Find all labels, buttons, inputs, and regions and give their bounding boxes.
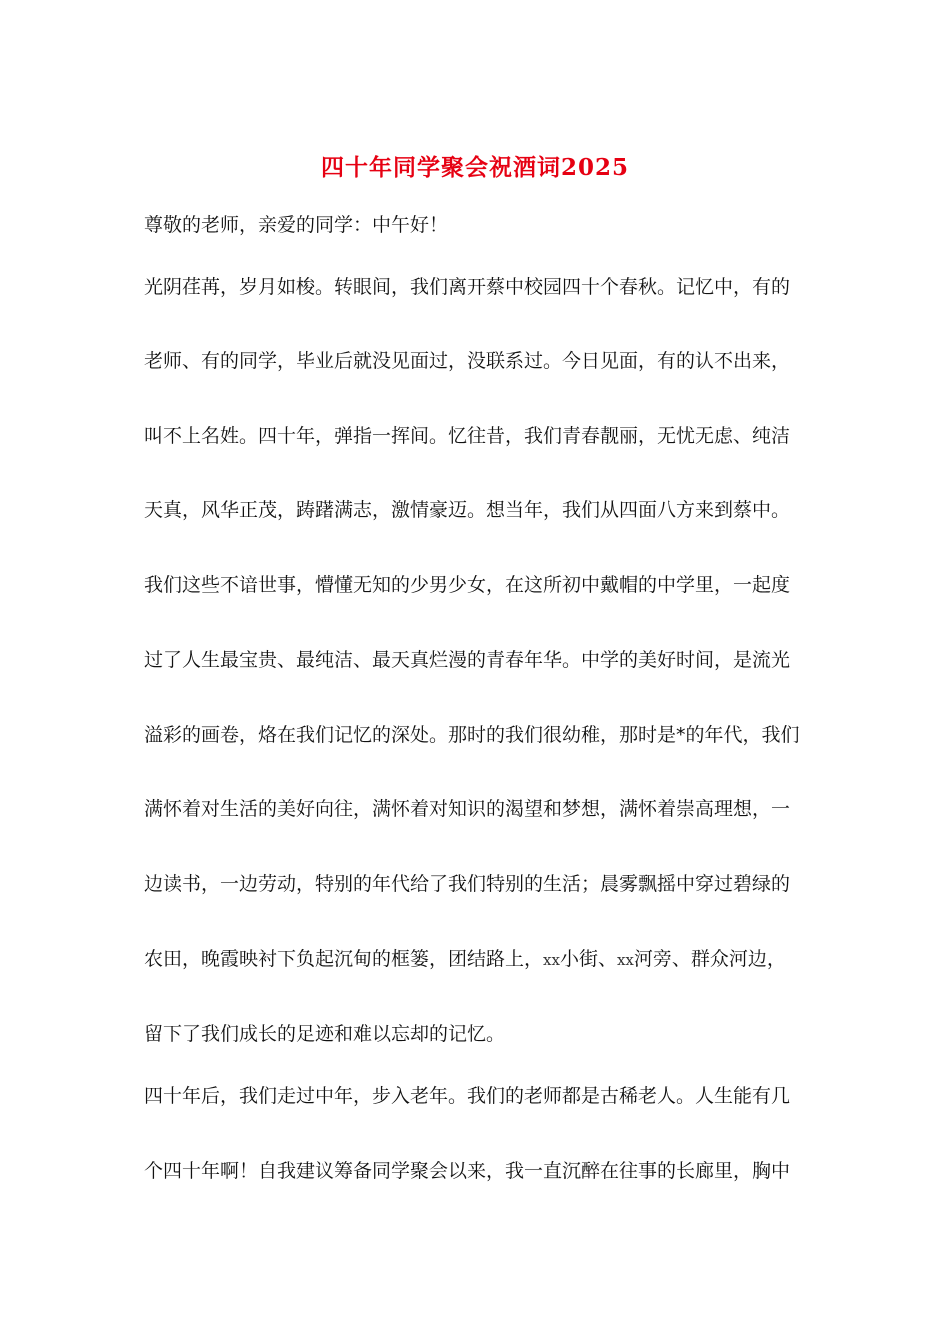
body-line-3: 叫不上名姓。四十年，弹指一挥间。忆往昔，我们青春靓丽，无忧无虑、纯洁 <box>144 425 791 447</box>
document-title: 四十年同学聚会祝酒词2025 <box>320 154 629 181</box>
placeholder-xx-1: xx <box>543 951 560 969</box>
body-line-13: 个四十年啊！自我建议筹备同学聚会以来，我一直沉醉在往事的长廊里，胸中 <box>144 1160 791 1182</box>
body-line-8: 满怀着对生活的美好向往，满怀着对知识的渴望和梦想，满怀着崇高理想，一 <box>144 798 791 820</box>
body-line-10 <box>144 946 786 973</box>
body-line-7: 溢彩的画卷，烙在我们记忆的深处。那时的我们很幼稚，那时是*的年代，我们 <box>144 724 800 746</box>
body-line-12: 四十年后，我们走过中年，步入老年。我们的老师都是古稀老人。人生能有几 <box>144 1085 791 1107</box>
body-line-10-part-c: 河旁、群众河边， <box>633 948 786 970</box>
body-line-6: 过了人生最宝贵、最纯洁、最天真烂漫的青春年华。中学的美好时间，是流光 <box>144 649 791 671</box>
body-line-9: 边读书，一边劳动，特别的年代给了我们特别的生活；晨雾飘摇中穿过碧绿的 <box>144 873 791 895</box>
body-line-11: 留下了我们成长的足迹和难以忘却的记忆。 <box>144 1023 506 1045</box>
body-line-5: 我们这些不谙世事，懵懂无知的少男少女，在这所初中戴帽的中学里，一起度 <box>144 574 791 596</box>
body-line-2: 老师、有的同学，毕业后就没见面过，没联系过。今日见面，有的认不出来， <box>144 350 791 372</box>
placeholder-xx-2: xx <box>616 951 634 969</box>
body-line-4: 天真，风华正茂，踌躇满志，激情豪迈。想当年，我们从四面八方来到蔡中。 <box>144 499 791 521</box>
body-line-10-part-b: 小街、 <box>559 948 617 970</box>
body-line-10-part-a: 农田，晚霞映衬下负起沉甸的框篓，团结路上， <box>144 948 544 970</box>
body-line-1: 光阴荏苒，岁月如梭。转眼间，我们离开蔡中校园四十个春秋。记忆中，有的 <box>144 276 791 298</box>
greeting-line: 尊敬的老师，亲爱的同学：中午好！ <box>144 214 449 236</box>
